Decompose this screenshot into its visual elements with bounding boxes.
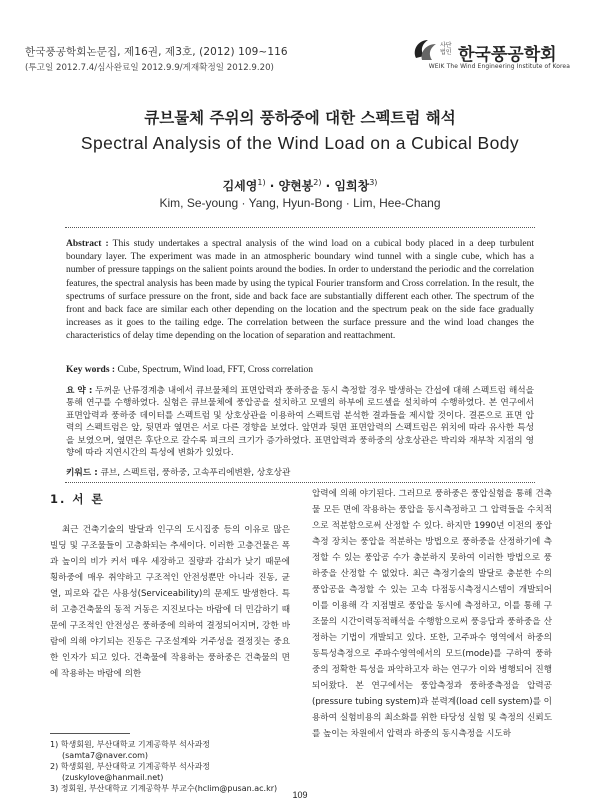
footnote-2: 2) 학생회원, 부산대학교 기계공학부 석사과정 bbox=[50, 762, 211, 771]
footnote-3: 3) 정회원, 부산대학교 기계공학부 부교수(hclim@pusan.ac.kr) bbox=[50, 784, 278, 793]
abstract-korean bbox=[66, 385, 534, 459]
footnote-rule bbox=[50, 733, 130, 734]
abstract-text: This study undertakes a spectral analysis of the wind load on a cubical body placed in a deep turbulent boundary layer. The experiment was made in an atmospheric boundary wind tunnel with a single cube, which has a number of pressure tappings on the salient points around the bodies. In order to understand the periodic and the correlation features, the spectral analysis has been made by using the typical Fourier transform and Cross correlation. In the result, the spectrums of surface pressure on the front, side and back face are substantially different each other. The spectrum of the front and back face are similar each other depending on the location and the spectrum peak on the side face gradually increases as it goes to the tailing edge. The correlation between the surface pressure and the wind load changes the characteristics of delay time depending on the location of separation and reattachment. bbox=[66, 239, 534, 342]
title-korean: 큐브물체 주위의 풍하중에 대한 스펙트럼 해석 bbox=[144, 109, 456, 127]
authors-korean: 김세영$^{1)}$ · 양현봉$^{2)}$ · 임희창$^{3)}$ bbox=[222, 178, 378, 193]
footnote-1: 1) 학생회원, 부산대학교 기계공학부 석사과정 bbox=[50, 740, 211, 749]
keywords-label: Key words : bbox=[66, 365, 116, 375]
page-number: 109 bbox=[292, 790, 308, 800]
submission-dates: (투고일 2012.7.4/심사완료일 2012.9.9/게재확정일 2012.9.20) bbox=[25, 63, 274, 73]
section-heading: 1. 서 론 bbox=[50, 492, 105, 506]
logo-english: The Wind Engineering Institute of Korea bbox=[446, 63, 570, 70]
title-english: Spectral Analysis of the Wind Load on a Cubical Body bbox=[80, 133, 520, 153]
footnote-2-email: (zuskylove@hanmail.net) bbox=[62, 773, 164, 782]
footnote-1-email: (samta7@naver.com) bbox=[62, 751, 149, 760]
korean-keywords-text: 큐브, 스펙트럼, 풍하중, 고속푸리에변환, 상호상관 bbox=[100, 468, 291, 478]
korean-abstract-label: 요 약 : bbox=[66, 386, 93, 396]
body-right-column: 압력에 의해 야기된다. 그러므로 풍하중은 풍압실험을 통해 건축물 모든 면에 작용하는 풍압을 동시측정하고 그 압력들을 수치적으로 적분함으로써 산정할 수 있다. 하지만 1990년 이전의 풍압 측정 장치는 풍압을 적분하는 방법으로 풍하중을 산정하기에 측정할 수 있는 풍압공 수가 충분하지 못하여 이러한 방법으로 풍하중을 산정할 수 없었다. 최근 측정기술의 발달로 충분한 수의 풍압공을 측정할 수 있는 고속 다점동시측정시스템이 개발되어 이를 이용해 각 지점별로 풍압을 동시에 측정하고, 이를 통해 구조물의 시간이력동적해석을 수행함으로써 풍응답과 풍하중을 산정하는 기법이 개발되고 있다. 또한, 고주파수 영역에서 하중의 동특성측정으로 주파수영역에서의 모드(mode)를 구하여 풍하중의 정확한 특성을 파악하고자 하는 연구가 이와 병행되어 진행되어왔다. 본 연구에서는 풍압측정과 풍하중측정을 압력공(pressure tubing system)과 분력계(load cell system)를 이용하여 실험비용의 최소화를 위한 타당성 실험 및 측정의 신뢰도를 높이는 차원에서 압력과 하중의 동시측정을 시도하 bbox=[312, 489, 552, 739]
abstract-english bbox=[66, 238, 534, 344]
divider-bottom bbox=[65, 482, 535, 483]
logo-abbr: WEIK bbox=[428, 63, 445, 70]
logo-prefix: 사단 법인 bbox=[440, 42, 452, 56]
korean-abstract-text: 두꺼운 난류경계층 내에서 큐브물체의 표면압력과 풍하중을 동시 측정할 경우 발생하는 간섭에 대해 스펙트럼 해석을 통해 연구를 수행하였다. 실험은 큐브물체에 풍압공을 설치하고 모델의 하부에 로드셀을 설치하여 수행하였다. 본 연구에서 표면압력과 풍하중 데이터를 스펙트럼 및 상호상관을 이용하여 스펙트럼 분석한 결과들을 제시할 것이다. 결론으로 표면 압력의 스펙트럼은 앞, 뒷면과 옆면은 서로 다른 경향을 보였다. 앞면과 뒷면 표면압력의 스펙트럼은 위치에 따라 유사한 특성을 보였으며, 옆면은 후단으로 갈수록 피크의 크기가 증가하였다. 표면압력과 풍하중의 상호상관은 박리와 재부착 지점의 영향에 따라 지연시간의 특성에 변화가 있었다. bbox=[66, 386, 534, 459]
divider-top bbox=[65, 227, 535, 228]
logo-society-name: 한국풍공학회 bbox=[458, 45, 557, 65]
body-left-column: 최근 건축기술의 발달과 인구의 도시집중 등의 이유로 많은 빌딩 및 구조물들이 고층화되는 추세이다. 이러한 고층건물은 폭과 높이의 비가 커서 매우 세장하고 질량과 감쇠가 낮기 때문에 횡하중에 매우 취약하고 구조적인 안전성뿐만 아니라 진동, 균열, 피로와 같은 사용성(Serviceability)의 문제도 발생한다. 특히 고층건축물의 동적 거동은 지진보다는 바람에 더 민감하기 때문에 구조적인 안전성은 풍하중에 의하여 결정되어지며, 강한 바람에 의해 야기되는 진동은 구조설계와 거주성을 결정짓는 중요한 인자가 되고 있다. 건축물에 작용하는 풍하중은 건축물의 면에 작용하는 바람에 의한 bbox=[50, 525, 290, 679]
keywords-english bbox=[66, 365, 313, 375]
weik-emblem-icon bbox=[410, 36, 440, 64]
authors-english: Kim, Se-young · Yang, Hyun-Bong · Lim, Hee-Chang bbox=[159, 196, 441, 210]
abstract-label: Abstract : bbox=[66, 239, 109, 249]
keywords-text: Cube, Spectrum, Wind load, FFT, Cross correlation bbox=[117, 365, 314, 375]
logo-english-name bbox=[429, 63, 570, 70]
journal-citation: 한국풍공학회논문집, 제16권, 제3호, (2012) 109~116 bbox=[25, 46, 288, 58]
korean-keywords-label: 키워드 : bbox=[66, 468, 98, 478]
keywords-korean bbox=[66, 466, 290, 478]
